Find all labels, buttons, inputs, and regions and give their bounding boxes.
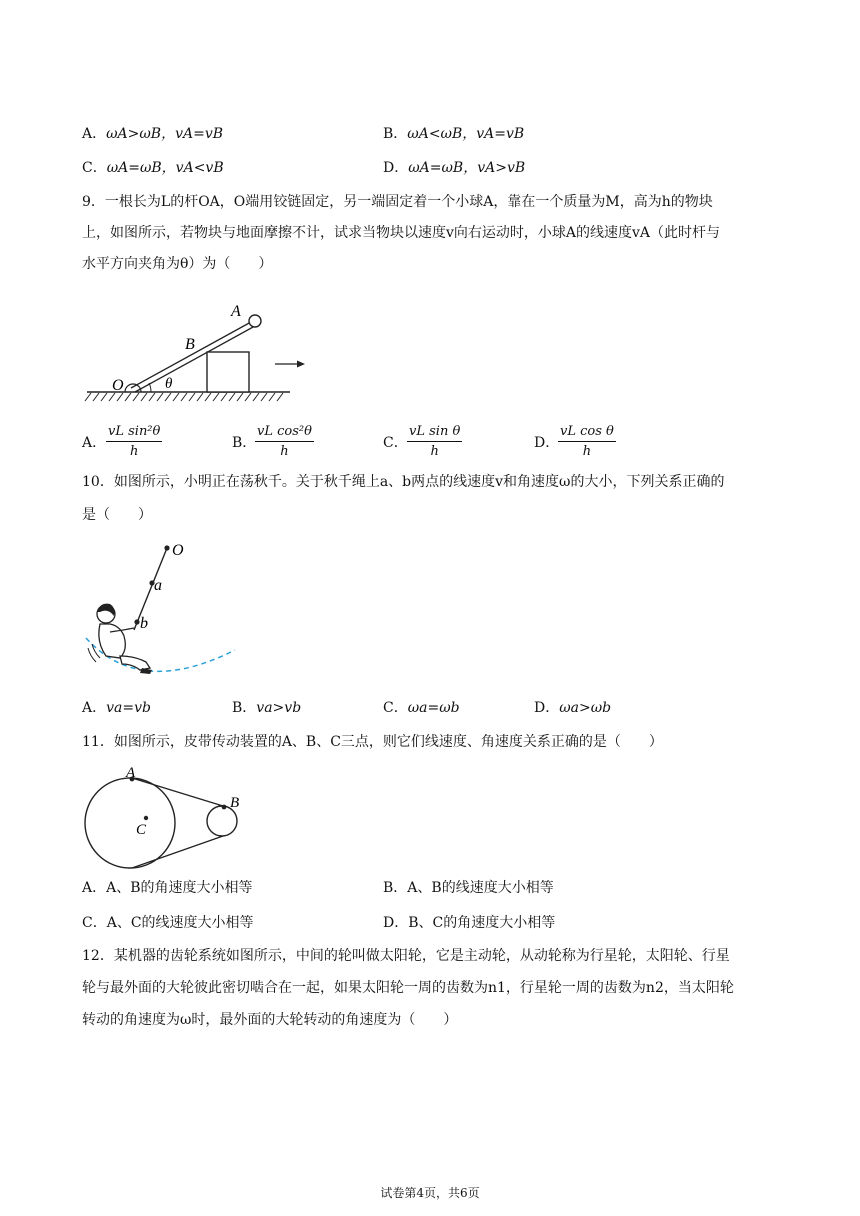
q9-option-b-numerator: vL cos²θ	[255, 424, 314, 442]
q11-option-d-label: D．	[383, 915, 409, 931]
q10-option-a-label: A．	[82, 700, 107, 716]
q10-option-c	[383, 698, 460, 718]
q11-option-d-text: B、C的角速度大小相等	[408, 915, 556, 931]
q11-fig-label-b: B	[230, 795, 240, 811]
q9-option-c-fraction	[407, 424, 462, 459]
q9-option-a-numerator: vL sin²θ	[106, 424, 162, 442]
q9-fig-label-b: B	[185, 336, 195, 353]
q11-option-a-label: A．	[82, 880, 107, 896]
q11-fig-label-c: C	[136, 822, 147, 838]
q9-option-b-denominator: h	[280, 444, 289, 459]
q9-option-a-denominator: h	[129, 444, 139, 459]
q10-fig-label-b: b	[140, 615, 148, 632]
q11-option-b	[383, 878, 554, 898]
q10-option-b	[232, 698, 301, 718]
q9-option-c-denominator: h	[430, 444, 439, 459]
q9-rod-block-figure	[85, 300, 315, 410]
q8-option-b	[383, 124, 524, 144]
q8-option-c-label: C．	[82, 160, 107, 176]
q10-option-d	[534, 698, 611, 718]
q9-fig-label-a: A	[231, 303, 241, 320]
q9-option-a-fraction	[106, 424, 162, 459]
q10-option-a	[82, 698, 151, 718]
q11-option-b-text: A、B的线速度大小相等	[407, 880, 554, 896]
q11-stem-line-1: 11．如图所示，皮带传动装置的A、B、C三点，则它们线速度、角速度关系正确的是（ ）	[82, 734, 663, 750]
q12-stem-line-2: 轮与最外面的大轮彼此密切啮合在一起，如果太阳轮一周的齿数为n1，行星轮一周的齿数为n2，当太阳轮	[82, 980, 734, 996]
q11-option-c-label: C．	[82, 915, 107, 931]
q9-option-d-numerator: vL cos θ	[558, 424, 616, 442]
q8-option-a	[82, 124, 223, 144]
q10-option-d-label: D．	[534, 700, 560, 716]
q9-fig-label-theta: θ	[165, 376, 173, 392]
q11-fig-label-a: A	[126, 765, 136, 781]
q9-option-b-label: B．	[232, 435, 257, 451]
q10-option-d-text: ωa>ωb	[559, 700, 612, 716]
q12-stem-line-1: 12．某机器的齿轮系统如图所示，中间的轮叫做太阳轮，它是主动轮，从动轮称为行星轮，太阳轮、行星	[82, 948, 730, 964]
page-footer: 试卷第4页，共6页	[380, 1186, 480, 1200]
q11-option-c	[82, 913, 254, 933]
q9-option-b-fraction	[255, 424, 314, 459]
q8-option-b-text: ωA<ωB，vA=vB	[407, 126, 525, 142]
q11-option-d	[383, 913, 555, 933]
q8-option-b-label: B．	[383, 126, 408, 142]
q10-fig-label-o: O	[172, 542, 184, 559]
q12-stem-line-3: 转动的角速度为ω时，最外面的大轮转动的角速度为（ ）	[82, 1012, 458, 1028]
q9-option-d-label: D．	[534, 435, 560, 451]
q11-belt-figure	[80, 766, 250, 866]
q9-stem-line-3: 水平方向夹角为θ）为（ ）	[82, 256, 273, 272]
q11-option-c-text: A、C的线速度大小相等	[106, 915, 254, 931]
q10-option-b-text: va>vb	[256, 700, 302, 716]
q10-option-c-label: C．	[383, 700, 408, 716]
q9-stem-line-1: 9．一根长为L的杆OA，O端用铰链固定，另一端固定着一个小球A，靠在一个质量为M，高为h的物块	[82, 194, 713, 210]
q8-option-a-label: A．	[82, 126, 107, 142]
q9-fig-label-o: O	[112, 377, 124, 394]
q9-option-d-denominator: h	[582, 444, 592, 459]
q11-option-b-label: B．	[383, 880, 408, 896]
q10-option-c-text: ωa=ωb	[407, 700, 460, 716]
q9-option-a-label: A．	[82, 435, 107, 451]
q10-fig-label-a: a	[154, 577, 162, 594]
q8-option-a-text: ωA>ωB，vA=vB	[106, 126, 224, 142]
q8-option-d-text: ωA=ωB，vA>vB	[408, 160, 526, 176]
q9-option-c-numerator: vL sin θ	[407, 424, 462, 442]
q8-option-d	[383, 158, 525, 178]
q9-option-c-label: C．	[383, 435, 408, 451]
q10-stem-line-1: 10．如图所示，小明正在荡秋千。关于秋千绳上a、b两点的线速度v和角速度ω的大小，下列关系正确的	[82, 474, 725, 490]
q10-option-b-label: B．	[232, 700, 257, 716]
q10-stem-line-2: 是（ ）	[82, 507, 152, 523]
q9-option-d-fraction	[558, 424, 616, 459]
q10-swing-figure	[80, 538, 250, 683]
q9-stem-line-2: 上，如图所示，若物块与地面摩擦不计，试求当物块以速度v向右运动时，小球A的线速度vA（此时杆与	[82, 225, 721, 241]
q8-option-c	[82, 158, 224, 178]
q8-option-c-text: ωA=ωB，vA<vB	[106, 160, 224, 176]
q8-option-d-label: D．	[383, 160, 409, 176]
q11-option-a	[82, 878, 253, 898]
q10-option-a-text: va=vb	[106, 700, 151, 716]
q11-option-a-text: A、B的角速度大小相等	[106, 880, 253, 896]
